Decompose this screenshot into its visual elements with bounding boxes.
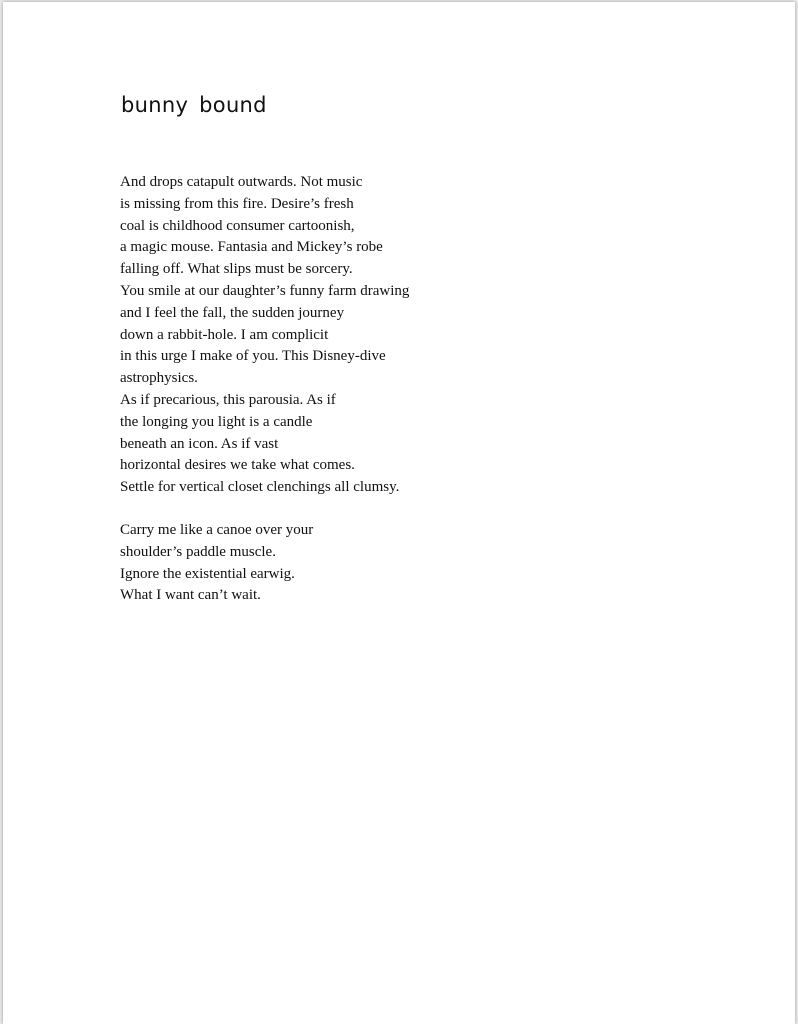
poem-line: is missing from this fire. Desire’s fresh [120,195,354,212]
poem-line: the longing you light is a candle [120,413,313,430]
poem-line: beneath an icon. As if vast [120,435,279,452]
poem-line: Carry me like a canoe over your [120,522,314,538]
poem-line: astrophysics. [120,370,198,387]
stanza-1 [120,172,409,499]
poem-title: bunny bound [121,93,267,117]
poem-line: in this urge I make of you. This Disney-dive [120,348,386,365]
poem-line: shoulder’s paddle muscle. [120,543,276,560]
poem-line: And drops catapult outwards. Not music [120,174,363,190]
document-page [3,2,795,1024]
poem-line: a magic mouse. Fantasia and Mickey’s robe [120,239,383,256]
poem-line: Settle for vertical closet clenchings all clumsy. [120,479,400,496]
poem-line: coal is childhood consumer cartoonish, [120,217,355,234]
poem-line: and I feel the fall, the sudden journey [120,304,345,321]
stanza-2 [120,520,313,607]
poem-line: What I want can’t wait. [120,587,261,604]
poem-line: horizontal desires we take what comes. [120,457,355,474]
poem-line: Ignore the existential earwig. [120,565,295,582]
poem-line: As if precarious, this parousia. As if [120,391,336,408]
poem-line: down a rabbit-hole. I am complicit [120,326,329,343]
poem-line: falling off. What slips must be sorcery. [120,261,353,278]
poem-line: You smile at our daughter’s funny farm drawing [120,282,410,299]
